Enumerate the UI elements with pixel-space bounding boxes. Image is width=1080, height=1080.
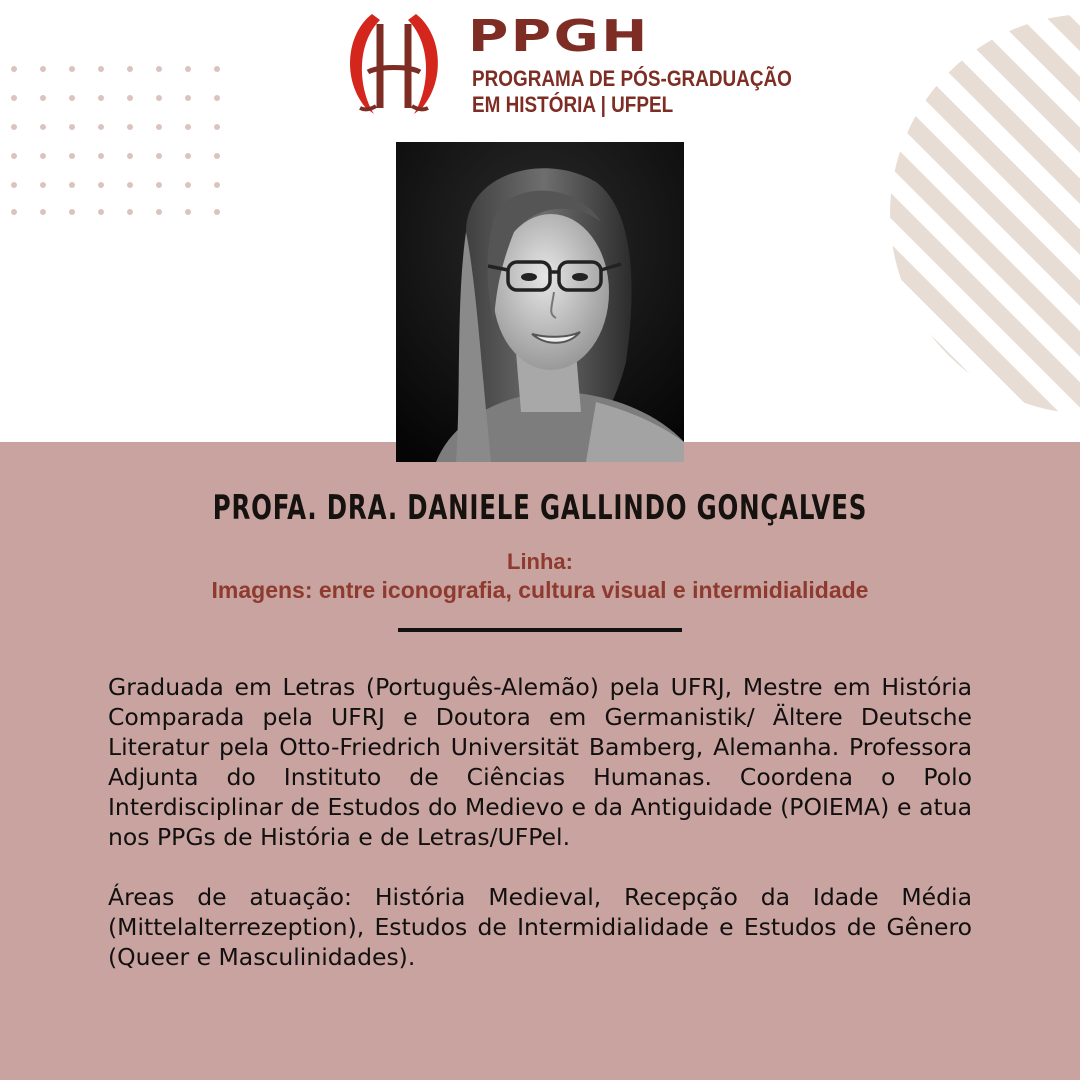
- portrait-photo: [396, 142, 684, 462]
- bio-paragraph-1: Graduada em Letras (Português-Alemão) pela UFRJ, Mestre em História Comparada pela UFRJ e Doutora em Germanistik/ Ältere Deutsche Literatur pela Otto-Friedrich Universität Bamberg, Alemanha. Professora Adjunta do Instituto de Ciências Humanas. Coordena o Polo Interdisciplinar de Estudos do Medievo e da Antiguidade (POIEMA) e atua nos PPGs de História e de Letras/UFPel.: [108, 673, 972, 851]
- logo-subtitle-line2: EM HISTÓRIA | UFPEL: [472, 92, 674, 117]
- ppgh-logo: [338, 10, 792, 120]
- striped-circle-decoration: [890, 14, 1080, 414]
- ppgh-h-emblem-icon: [338, 10, 450, 116]
- research-line-title: Imagens: entre iconografia, cultura visual e intermidialidade: [211, 577, 869, 603]
- logo-subtitle-line1: PROGRAMA DE PÓS-GRADUAÇÃO: [472, 66, 792, 91]
- divider: [398, 628, 682, 632]
- bio-paragraph-2: Áreas de atuação: História Medieval, Recepção da Idade Média (Mittelalterrezeption), Estudos de Intermidialidade e Estudos de Gênero (Queer e Masculinidades).: [108, 883, 972, 971]
- biography: [108, 672, 972, 972]
- logo-title: PPGH: [468, 11, 650, 62]
- research-line-label: Linha:: [507, 549, 573, 574]
- dot-grid-decoration: [0, 0, 240, 230]
- professor-name: PROFA. DRA. DANIELE GALLINDO GONÇALVES: [212, 488, 868, 528]
